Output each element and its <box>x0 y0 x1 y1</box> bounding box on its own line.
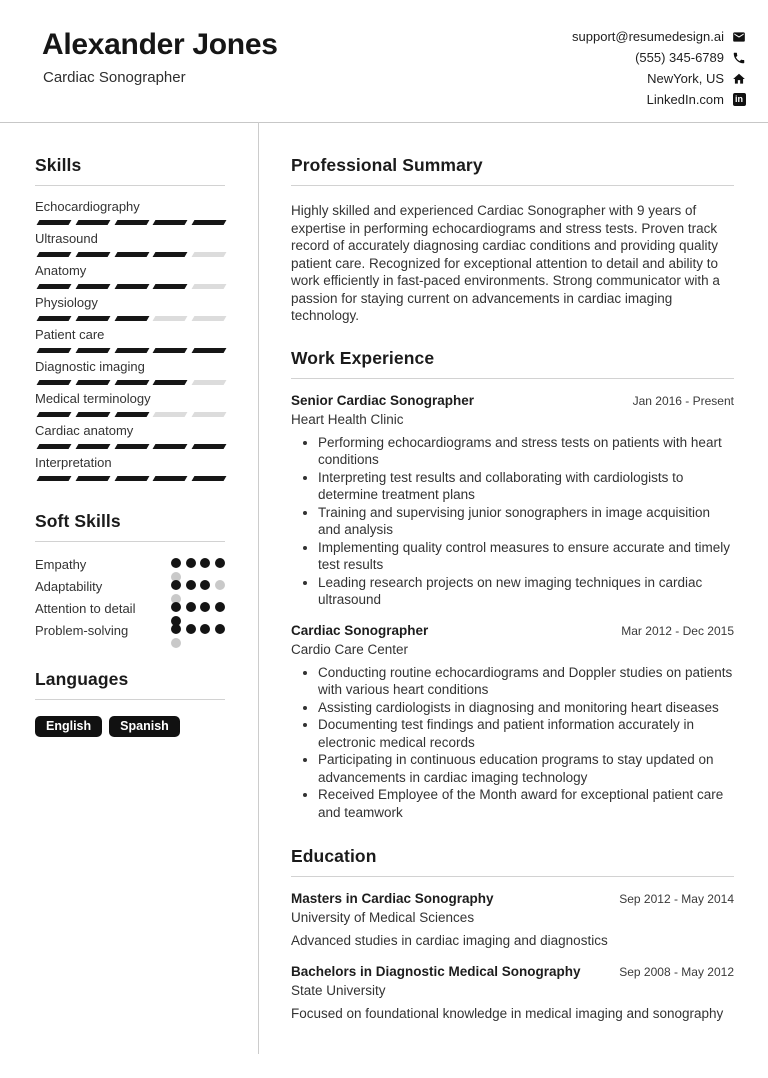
language-badge: English <box>35 716 102 737</box>
skill-bar-segment <box>114 284 149 289</box>
skill-bar-segment <box>153 316 188 321</box>
job-bullet: • Participating in continuous education programs to stay updated on advancements in cardiac imaging technology <box>318 751 734 786</box>
experience-heading: Work Experience <box>291 348 734 379</box>
job-dates: Mar 2012 - Dec 2015 <box>621 623 734 638</box>
phone-icon <box>732 51 746 65</box>
skill-bar-segment <box>75 444 110 449</box>
home-icon <box>732 72 746 86</box>
skill-bar-segment <box>75 412 110 417</box>
education-list <box>291 891 734 1022</box>
rating-dot <box>215 624 225 634</box>
skill-item <box>35 423 225 449</box>
soft-skills-list <box>35 556 225 639</box>
education-section <box>291 846 734 1022</box>
skill-bar-segment <box>153 348 188 353</box>
contact-text: LinkedIn.com <box>646 92 724 107</box>
rating-dot <box>200 558 210 568</box>
skill-bar-segment <box>114 316 149 321</box>
skill-bar-segment <box>114 444 149 449</box>
skill-bar-segment <box>37 252 72 257</box>
degree-title: Bachelors in Diagnostic Medical Sonography <box>291 963 581 979</box>
rating-dot <box>215 602 225 612</box>
skill-bar-segment <box>37 284 72 289</box>
skill-label: Echocardiography <box>35 199 140 214</box>
skill-bar-segment <box>192 284 227 289</box>
experience-section <box>291 348 734 822</box>
school-name: University of Medical Sciences <box>291 910 475 925</box>
skill-label: Anatomy <box>35 263 87 278</box>
rating-dot <box>215 558 225 568</box>
skill-bar-segment <box>37 380 72 385</box>
skill-bar-segment <box>192 252 227 257</box>
job-entry <box>291 393 734 609</box>
job-bullet: • Conducting routine echocardiograms and Doppler studies on patients with various heart conditions <box>318 664 734 699</box>
skill-label: Physiology <box>35 295 98 310</box>
rating-dot <box>171 580 181 590</box>
column-divider <box>258 122 259 1054</box>
skill-bar-segment <box>192 348 227 353</box>
main-column <box>291 155 734 1022</box>
job-dates: Jan 2016 - Present <box>632 393 734 408</box>
person-job-title: Cardiac Sonographer <box>43 69 186 86</box>
education-entry <box>291 964 734 1023</box>
soft-skill-label: Empathy <box>35 557 87 572</box>
contact-row <box>572 68 746 89</box>
skill-bar-segment <box>75 316 110 321</box>
summary-section <box>291 155 734 325</box>
job-bullet: • Leading research projects on new imaging techniques in cardiac ultrasound <box>318 574 734 609</box>
skill-level-bar <box>35 348 225 353</box>
soft-skill-label: Attention to detail <box>35 601 136 616</box>
job-title: Cardiac Sonographer <box>291 622 429 638</box>
header-divider <box>0 122 768 123</box>
soft-skill-row <box>35 556 225 573</box>
skill-bar-segment <box>75 476 110 481</box>
skill-item <box>35 455 225 481</box>
job-bullet: • Interpreting test results and collaborating with cardiologists to determine treatment plans <box>318 469 734 504</box>
skill-bar-segment <box>37 476 72 481</box>
skill-bar-segment <box>114 220 149 225</box>
skill-level-bar <box>35 380 225 385</box>
language-badges <box>35 716 225 737</box>
job-bullet: • Implementing quality control measures to ensure accurate and timely test results <box>318 539 734 574</box>
linkedin-icon: in <box>732 93 746 107</box>
soft-skill-dots <box>171 624 225 634</box>
skill-item <box>35 391 225 417</box>
skill-bar-segment <box>153 412 188 417</box>
soft-skills-heading: Soft Skills <box>35 511 225 542</box>
rating-dot <box>186 602 196 612</box>
skill-bar-segment <box>37 412 72 417</box>
languages-heading: Languages <box>35 669 225 700</box>
skills-section <box>35 155 225 481</box>
skill-level-bar <box>35 220 225 225</box>
skill-bar-segment <box>75 220 110 225</box>
rating-dot <box>171 602 181 612</box>
skill-item <box>35 359 225 385</box>
skill-item <box>35 263 225 289</box>
job-bullet: • Received Employee of the Month award for exceptional patient care and teamwork <box>318 786 734 821</box>
school-name: State University <box>291 982 386 998</box>
rating-dot <box>186 580 196 590</box>
languages-section <box>35 669 225 737</box>
skill-bar-segment <box>37 316 72 321</box>
rating-dot <box>200 580 210 590</box>
contact-text: (555) 345-6789 <box>635 50 724 65</box>
skill-level-bar <box>35 284 225 289</box>
skill-bar-segment <box>37 348 72 353</box>
soft-skill-row <box>35 578 225 595</box>
rating-dot <box>200 602 210 612</box>
skill-label: Medical terminology <box>35 391 151 406</box>
contact-text: support@resumedesign.ai <box>572 29 724 44</box>
language-badge: Spanish <box>109 716 180 737</box>
skill-level-bar <box>35 444 225 449</box>
contact-row[interactable] <box>572 89 746 110</box>
skill-bar-segment <box>153 444 188 449</box>
skill-label: Interpretation <box>35 455 112 470</box>
job-company: Heart Health Clinic <box>291 411 404 427</box>
skill-bar-segment <box>75 284 110 289</box>
skill-item <box>35 199 225 225</box>
header <box>0 0 768 122</box>
skill-bar-segment <box>114 252 149 257</box>
job-bullet: • Assisting cardiologists in diagnosing and monitoring heart diseases <box>318 699 734 717</box>
summary-heading: Professional Summary <box>291 155 734 186</box>
skill-item <box>35 295 225 321</box>
rating-dot <box>186 558 196 568</box>
job-header <box>291 393 734 409</box>
rating-dot <box>186 624 196 634</box>
skill-item <box>35 327 225 353</box>
contact-row[interactable] <box>572 26 746 47</box>
skill-level-bar <box>35 476 225 481</box>
education-dates: Sep 2008 - May 2012 <box>619 964 734 979</box>
skill-label: Ultrasound <box>35 231 98 246</box>
soft-skill-label: Adaptability <box>35 579 103 594</box>
education-header <box>291 891 734 907</box>
skill-bar-segment <box>153 252 188 257</box>
skills-heading: Skills <box>35 155 225 186</box>
skill-bar-segment <box>192 316 227 321</box>
soft-skill-row <box>35 622 225 639</box>
skill-label: Cardiac anatomy <box>35 423 134 438</box>
skill-bar-segment <box>114 476 149 481</box>
skill-bar-segment <box>75 380 110 385</box>
contact-text: NewYork, US <box>647 71 724 86</box>
skill-bar-segment <box>192 380 227 385</box>
skill-bar-segment <box>192 220 227 225</box>
skill-bar-segment <box>114 348 149 353</box>
contact-info <box>572 26 746 110</box>
contact-row <box>572 47 746 68</box>
rating-dot <box>200 624 210 634</box>
job-entry <box>291 623 734 822</box>
education-header <box>291 964 734 980</box>
skill-bar-segment <box>192 444 227 449</box>
education-entry <box>291 891 734 950</box>
summary-text: Highly skilled and experienced Cardiac Sonographer with 9 years of expertise in performing echocardiograms and stress tests. Proven track record of accurately diagnosing cardiac conditions and providing quality patient care. Recognized for exceptional attention to detail and ability to work efficiently in fast-paced environments. Strong communicator with a passion for staying current on advancements in cardiac imaging technology. <box>291 203 720 323</box>
job-bullet-list <box>291 664 734 822</box>
skill-bar-segment <box>114 412 149 417</box>
job-list <box>291 393 734 822</box>
degree-title: Masters in Cardiac Sonography <box>291 891 494 906</box>
person-name: Alexander Jones <box>42 28 278 61</box>
rating-dot <box>171 638 181 648</box>
soft-skill-dots <box>171 558 225 568</box>
job-bullet: • Documenting test findings and patient information accurately in electronic medical records <box>318 716 734 751</box>
job-bullet: • Performing echocardiograms and stress tests on patients with heart conditions <box>318 434 734 469</box>
job-title: Senior Cardiac Sonographer <box>291 392 475 408</box>
education-description: Advanced studies in cardiac imaging and diagnostics <box>291 933 608 948</box>
skill-level-bar <box>35 252 225 257</box>
education-heading: Education <box>291 846 734 877</box>
skill-level-bar <box>35 412 225 417</box>
skill-bar-segment <box>153 476 188 481</box>
skill-bar-segment <box>192 412 227 417</box>
job-company: Cardio Care Center <box>291 641 409 657</box>
skill-bar-segment <box>114 380 149 385</box>
skill-bar-segment <box>192 476 227 481</box>
rating-dot <box>171 558 181 568</box>
soft-skill-row <box>35 600 225 617</box>
rating-dot <box>171 624 181 634</box>
skill-item <box>35 231 225 257</box>
skill-bar-segment <box>37 444 72 449</box>
skill-bar-segment <box>153 380 188 385</box>
skill-level-bar <box>35 316 225 321</box>
skill-bar-segment <box>75 252 110 257</box>
skill-label: Diagnostic imaging <box>35 359 145 374</box>
soft-skill-dots <box>171 602 225 612</box>
education-description: Focused on foundational knowledge in medical imaging and sonography <box>291 1005 724 1021</box>
skill-label: Patient care <box>35 327 105 342</box>
skill-bar-segment <box>153 284 188 289</box>
job-bullet-list <box>291 434 734 609</box>
skill-bar-segment <box>37 220 72 225</box>
soft-skill-dots <box>171 580 225 590</box>
job-header <box>291 623 734 639</box>
email-icon <box>732 30 746 44</box>
sidebar <box>35 155 225 737</box>
job-bullet: • Training and supervising junior sonographers in image acquisition and analysis <box>318 504 734 539</box>
skills-list <box>35 199 225 481</box>
skill-bar-segment <box>153 220 188 225</box>
rating-dot <box>215 580 225 590</box>
soft-skill-label: Problem-solving <box>35 623 129 638</box>
skill-bar-segment <box>75 348 110 353</box>
soft-skills-section <box>35 511 225 639</box>
education-dates: Sep 2012 - May 2014 <box>619 892 734 906</box>
